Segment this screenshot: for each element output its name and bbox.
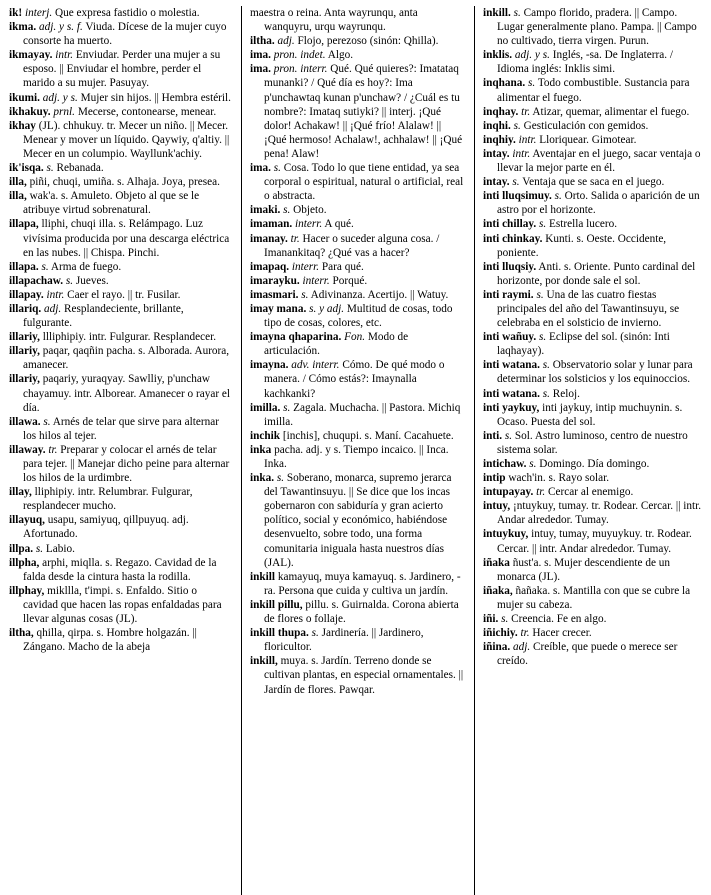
entry-grammar-label: intr. (43, 288, 65, 301)
column-3 (474, 6, 704, 895)
entry-definition: Orto. Salida o aparición de un astro por el horizonte. (497, 190, 700, 217)
entry-grammar-label: s. (509, 176, 520, 189)
entry-grammar-label: s. (539, 387, 550, 400)
entry-definition: llliphipiy. intr. Fulgurar. Resplandecer. (39, 331, 217, 344)
dictionary-entry (9, 105, 233, 119)
dictionary-entry (250, 598, 466, 626)
entry-definition: piñi, chuqi, umiña. s. Alhaja. Joya, presea. (26, 176, 220, 189)
entry-headword: intay. (483, 147, 510, 160)
dictionary-entry (483, 387, 704, 401)
entry-definition: Mujer sin hijos. || Hembra estéril. (77, 91, 231, 104)
dictionary-entry (9, 443, 233, 485)
entry-grammar-label: s. (308, 627, 319, 640)
entry-headword: inti chillay. (483, 218, 537, 231)
dictionary-entry (9, 626, 233, 654)
dictionary-entry (250, 443, 466, 471)
entry-headword: iñichiy. (483, 627, 518, 640)
dictionary-entry (250, 654, 466, 696)
entry-definition: Adivinanza. Acertijo. || Watuy. (308, 288, 449, 301)
entry-grammar-label: adj. y s. f. (36, 21, 83, 34)
entry-headword: ikma. (9, 21, 37, 34)
entry-headword: illariq. (9, 302, 42, 315)
column-2 (241, 6, 474, 895)
entry-headword: imaki. (250, 204, 281, 217)
entry-definition: Arnés de telar que sirve para alternar los hilos al tejer. (23, 415, 219, 442)
entry-grammar-label: interj. (22, 7, 53, 19)
dictionary-entry (9, 344, 233, 372)
entry-definition: A qué. (322, 218, 354, 231)
entry-headword: ikumi. (9, 91, 40, 104)
dictionary-entry (483, 499, 704, 527)
entry-headword: inkill thupa. (250, 627, 309, 640)
entry-headword: ima. (250, 49, 271, 62)
entry-headword: ima. (250, 162, 271, 175)
entry-grammar-label: s. (43, 162, 54, 175)
entry-grammar-label: s. (40, 415, 51, 428)
dictionary-entry (9, 274, 233, 288)
entry-definition: Enviudar. Perder una mujer a su esposo. || Enviudar el hombre, perder el marido a su mujer. Pasuyay. (23, 49, 221, 90)
entry-definition: Gesticulación con gemidos. (520, 119, 649, 132)
entry-grammar-label: interr. (289, 260, 320, 273)
entry-headword: inka (250, 443, 272, 456)
entry-definition: Hacer o suceder alguna cosa. / Imanankitaq? ¿Qué vas a hacer? (264, 232, 440, 259)
entry-headword: illariy, (9, 345, 40, 358)
entry-headword: iltha. (250, 35, 275, 48)
entry-definition: Zagala. Muchacha. || Pastora. Michiq imilla. (264, 401, 461, 428)
dictionary-entry (483, 640, 704, 668)
dictionary-entry (483, 105, 704, 119)
entry-grammar-label: Fon. (341, 331, 366, 344)
entry-grammar-label: s. (38, 260, 49, 273)
entry-definition: Qué. Qué quieres?: Imatataq munanki? / Qué día es hoy?: Ima p'unchawtaq kunan p'unchaw? / ¿Cuál es tu nombre?: Imataq sutiyki? || interj. ¡Qué dolor! Achakaw! || ¡Qué frío! Alalaw! || ¡Qué hermoso! Achalaw!, achhalaw! || ¡Qué pena! Alaw! (264, 63, 463, 160)
entry-definition: ¡ntuykuy, tumay. tr. Rodear. Cercar. || intr. Andar alrededor. Tumay. (497, 500, 702, 527)
entry-grammar-label: s. (280, 204, 291, 217)
entry-definition: Multitud de cosas, todo tipo de cosas, colores, etc. (264, 302, 453, 330)
dictionary-entry (483, 288, 704, 330)
entry-grammar-label: s. (510, 119, 521, 132)
entry-definition: Resplandeciente, brillante, fulgurante. (23, 302, 184, 330)
dictionary-entry (250, 274, 466, 288)
entry-definition: paqariy, yuraqyay. Sawlliy, p'unchaw chayamuy. intr. Alborear. Amanecer o rayar el día. (23, 373, 230, 414)
entry-headword: illpha, (9, 556, 40, 569)
entry-definition: (JL). chhukuy. tr. Mecer un niño. || Mecer. Menear y mover un líquido. Qaywiy, q'altiy. || Mecer en un columpio. Wayllunk'achiy. (23, 119, 230, 160)
dictionary-entry (250, 62, 466, 161)
dictionary-entry (250, 626, 466, 654)
dictionary-entry (483, 189, 704, 217)
entry-grammar-label: intr. (515, 133, 537, 146)
entry-definition: Inglés, -sa. De Inglaterra. / Idioma inglés: Inklis simi. (497, 49, 673, 76)
entry-headword: illpa. (9, 542, 34, 555)
entry-headword: inti watana. (483, 387, 540, 400)
dictionary-entry (9, 217, 233, 259)
entry-grammar-label: s. (539, 359, 550, 372)
dictionary-entry (483, 48, 704, 76)
dictionary-entry (250, 330, 466, 358)
entry-grammar-label: adj. y s. (39, 91, 78, 104)
entry-definition: intuy, tumay, muyuykuy. tr. Rodear. Cercar. || intr. Andar alrededor. Tumay. (497, 528, 692, 555)
entry-definition: muya. s. Jardín. Terreno donde se cultivan plantas, en especial ornamentales. || Jardín de flores. Pawqar. (264, 655, 464, 696)
dictionary-entry (250, 471, 466, 570)
dictionary-entry (9, 330, 233, 344)
entry-grammar-label: s. (536, 331, 547, 344)
dictionary-entry (9, 175, 233, 189)
entry-headword: inkill, (250, 655, 278, 668)
entry-definition: Kunti. s. Oeste. Occidente, poniente. (497, 232, 667, 259)
entry-grammar-label: intr. (509, 147, 531, 160)
entry-definition: pillu. s. Guirnalda. Corona abierta de flores o follaje. (264, 598, 459, 626)
entry-headword: illapay. (9, 288, 44, 301)
dictionary-entry (483, 6, 704, 48)
entry-definition: Caer el rayo. || tr. Fusilar. (64, 288, 181, 301)
entry-grammar-label: s. (498, 613, 509, 626)
dictionary-entry (9, 161, 233, 175)
entry-grammar-label: s. (525, 77, 536, 90)
entry-definition: Domingo. Día domingo. (536, 458, 650, 470)
entry-headword: inti wañuy. (483, 331, 537, 344)
entry-definition: paqar, qaqñin pacha. s. Alborada. Aurora, amanecer. (23, 345, 230, 372)
entry-headword: imasmari. (250, 288, 299, 301)
entry-headword: illayuq, (9, 514, 45, 527)
entry-headword: illawa. (9, 415, 41, 428)
entry-definition: Cómo. De qué modo o manera. / Cómo estás?: Imaynalla kachkanki? (264, 359, 445, 400)
entry-definition: Rebanada. (53, 162, 104, 175)
entry-headword: intuykuy, (483, 528, 529, 541)
entry-grammar-label: s. (280, 401, 291, 414)
entry-grammar-label: s. (551, 190, 562, 203)
dictionary-entry (9, 48, 233, 90)
entry-definition: Viuda. Dícese de la mujer cuyo consorte ha muerto. (23, 21, 227, 48)
entry-grammar-label: s. (536, 218, 547, 231)
entry-headword: inti lluqsiy. (483, 260, 537, 273)
entry-grammar-label: prnl. (50, 105, 75, 118)
entry-definition: Ventaja que se saca en el juego. (519, 176, 665, 189)
dictionary-entry (9, 119, 233, 161)
entry-definition: Reloj. (549, 387, 580, 400)
dictionary-entry (250, 260, 466, 274)
entry-grammar-label: s. (274, 472, 285, 485)
dictionary-entry (250, 232, 466, 260)
dictionary-entry (483, 175, 704, 189)
entry-grammar-label: adv. interr. (288, 359, 340, 372)
dictionary-entry (250, 48, 466, 62)
dictionary-entry (250, 203, 466, 217)
entry-grammar-label: adj. y s. (512, 49, 550, 62)
entry-definition: maestra o reina. Anta wayrunqu, anta wanquyru, urqu wayrunqu. (250, 7, 418, 34)
entry-definition: Modo de articulación. (264, 331, 409, 358)
entry-headword: inqhiy. (483, 133, 516, 146)
dictionary-entry (9, 302, 233, 330)
entry-definition: mikllla, t'impi. s. Enfaldo. Sitio o cavidad que hacen las ropas enfaldadas para llevar algunas cosas (JL). (23, 584, 222, 626)
entry-definition: wak'a. s. Amuleto. Objeto al que se le atribuye virtud sobrenatural. (23, 190, 200, 217)
entry-definition: Estrella lucero. (546, 218, 618, 231)
entry-headword: inkill. (483, 7, 511, 19)
entry-definition: kamayuq, muya kamayuq. s. Jardinero, -ra. Persona que cuida y cultiva un jardín. (264, 570, 461, 597)
entry-headword: inti lluqsimuy. (483, 190, 552, 203)
entry-definition: Jueves. (73, 274, 109, 287)
entry-headword: ikmayay. (9, 49, 53, 62)
entry-definition: Arma de fuego. (48, 260, 122, 273)
entry-headword: illariy, (9, 373, 40, 386)
entry-headword: illariy, (9, 331, 40, 344)
dictionary-entry (9, 288, 233, 302)
dictionary-entry (483, 626, 704, 640)
entry-definition: Anti. s. Oriente. Punto cardinal del horizonte, por donde sale el sol. (497, 260, 696, 287)
dictionary-entry (483, 527, 704, 555)
entry-definition: Flojo, perezoso (sinón: Qhilla). (294, 35, 439, 48)
dictionary-entry (9, 542, 233, 556)
entry-headword: imayna. (250, 359, 289, 372)
entry-definition: [inchis], chuqupi. s. Maní. Cacahuete. (280, 429, 454, 442)
entry-headword: illphay, (9, 584, 45, 597)
entry-headword: ikhakuy. (9, 105, 51, 118)
entry-headword: ikhay (9, 119, 36, 132)
dictionary-entry (250, 302, 466, 330)
dictionary-entry (483, 76, 704, 104)
entry-headword: inka. (250, 472, 275, 485)
entry-definition: Preparar y colocar el arnés de telar para tejer. || Manejar dicho peine para alternar los hilos de la urdimbre. (23, 443, 230, 485)
entry-definition: Aventajar en el juego, sacar ventaja o llevar la mejor parte en él. (497, 147, 701, 175)
entry-definition: Jardinería. || Jardinero, floricultor. (264, 627, 424, 654)
dictionary-entry (250, 6, 466, 34)
entry-definition: Creencia. Fe en algo. (508, 613, 607, 626)
entry-definition: pacha. adj. y s. Tiempo incaico. || Inca. Inka. (264, 443, 449, 470)
entry-definition: Hacer crecer. (529, 627, 592, 640)
dictionary-entry (483, 401, 704, 429)
entry-headword: inkill (250, 570, 276, 583)
entry-headword: imayna qhaparina. (250, 331, 342, 344)
dictionary-entry (250, 358, 466, 400)
entry-headword: imapaq. (250, 260, 290, 273)
entry-headword: iñaka (483, 556, 510, 569)
entry-grammar-label: tr. (533, 486, 546, 499)
entry-headword: illapa, (9, 218, 39, 231)
entry-headword: illapachaw. (9, 274, 64, 287)
entry-definition: ñust'a. s. Mujer descendiente de un monarca (JL). (497, 556, 670, 583)
dictionary-entry (483, 133, 704, 147)
entry-grammar-label: tr. (517, 627, 530, 640)
entry-headword: intip (483, 472, 506, 485)
entry-definition: Todo combustible. Sustancia para alimentar el fuego. (497, 77, 690, 104)
entry-definition: Sol. Astro luminoso, centro de nuestro sistema solar. (497, 429, 688, 456)
entry-headword: ik! (9, 7, 23, 19)
dictionary-entry (9, 6, 233, 20)
entry-definition: Cercar al enemigo. (545, 486, 634, 499)
entry-headword: illaway. (9, 443, 46, 456)
dictionary-entry (9, 584, 233, 626)
entry-headword: imanay. (250, 232, 288, 245)
dictionary-entry (250, 34, 466, 48)
entry-headword: intichaw. (483, 458, 527, 470)
entry-grammar-label: s. (533, 288, 544, 301)
entry-grammar-label: s. (510, 7, 521, 19)
entry-definition: Soberano, monarca, supremo jerarca del Tawantinsuyu. || Se dice que los incas gobernaron con sabiduría y gran acierto político, social y económico, habiéndose desenvuelto, sobre todo, una forma comunitaria iniguala hasta nuestros días (JAL). (264, 472, 452, 569)
entry-grammar-label: s. y adj. (306, 302, 345, 315)
dictionary-entry (483, 612, 704, 626)
dictionary-entry (9, 485, 233, 513)
entry-grammar-label: tr. (518, 105, 531, 118)
entry-definition: Lloriquear. Gimotear. (536, 133, 637, 146)
entry-headword: inti raymi. (483, 288, 534, 301)
dictionary-entry (9, 372, 233, 414)
entry-grammar-label: s. (502, 429, 513, 442)
entry-definition: Para qué. (319, 260, 364, 273)
entry-headword: inklis. (483, 49, 513, 62)
entry-grammar-label: interr. (299, 274, 330, 287)
entry-headword: inti. (483, 429, 503, 442)
entry-definition: Eclipse del sol. (sinón: Inti laqhayay). (497, 331, 670, 358)
dictionary-entry (250, 217, 466, 231)
entry-headword: imay mana. (250, 302, 307, 315)
entry-definition: Que expresa fastidio o molestia. (52, 7, 200, 19)
entry-headword: ima. (250, 63, 271, 76)
entry-headword: iñaka, (483, 584, 513, 597)
dictionary-entry (483, 485, 704, 499)
entry-grammar-label: s. (63, 274, 74, 287)
entry-definition: Labio. (43, 542, 75, 555)
entry-headword: intuy, (483, 500, 511, 513)
entry-definition: Creíble, que puede o merece ser creído. (497, 641, 678, 668)
entry-headword: imaman. (250, 218, 293, 231)
entry-grammar-label: pron. indet. (270, 49, 326, 62)
dictionary-entry (483, 232, 704, 260)
entry-definition: ñañaka. s. Mantilla con que se cubre la mujer su cabeza. (497, 584, 691, 611)
entry-definition: Observatorio solar y lunar para determinar los solsticios y los equinoccios. (497, 359, 693, 386)
entry-headword: illapa. (9, 260, 39, 273)
entry-headword: iñina. (483, 641, 511, 654)
entry-definition: qhilla, qirpa. s. Hombre holgazán. || Zángano. Macho de la abeja (23, 627, 197, 654)
entry-headword: illa, (9, 190, 27, 203)
dictionary-entry (250, 429, 466, 443)
entry-grammar-label: adj. (274, 35, 295, 48)
entry-grammar-label: interr. (292, 218, 323, 231)
entry-grammar-label: s. (298, 288, 309, 301)
entry-definition: Campo florido, pradera. || Campo. Lugar generalmente plano. Pampa. || Campo no cultivado, tierra virgen. Purun. (497, 7, 697, 48)
entry-headword: illay, (9, 486, 32, 499)
dictionary-entry (250, 401, 466, 429)
entry-definition: Algo. (325, 49, 354, 62)
dictionary-entry (483, 119, 704, 133)
dictionary-entry (250, 570, 466, 598)
dictionary-entry (250, 161, 466, 203)
entry-headword: intay. (483, 176, 510, 189)
entry-headword: ik'isqa. (9, 162, 44, 175)
entry-headword: inqhay. (483, 105, 519, 118)
entry-headword: inti yaykuy, (483, 401, 540, 414)
entry-headword: inchik (250, 429, 281, 442)
dictionary-entry (9, 20, 233, 48)
entry-headword: inqhi. (483, 119, 511, 132)
dictionary-entry (483, 457, 704, 471)
entry-definition: arphi, miqlla. s. Regazo. Cavidad de la falda desde la cintura hasta la rodilla. (23, 556, 217, 583)
dictionary-entry (483, 429, 704, 457)
entry-headword: inqhana. (483, 77, 526, 90)
entry-headword: inti watana. (483, 359, 540, 372)
entry-definition: lliphipiy. intr. Relumbrar. Fulgurar, resplandecer mucho. (23, 486, 193, 513)
entry-grammar-label: pron. interr. (270, 63, 328, 76)
dictionary-entry (9, 556, 233, 584)
entry-headword: iltha, (9, 627, 34, 640)
dictionary-entry (9, 415, 233, 443)
entry-definition: Mecerse, contonearse, menear. (75, 105, 217, 118)
entry-definition: Una de las cuatro fiestas principales del año del Tawantinsuyu, se celebraba en el solsticio de invierno. (497, 288, 680, 330)
column-1 (9, 6, 241, 895)
dictionary-entry (483, 556, 704, 584)
entry-definition: usapu, samiyuq, qillpuyuq. adj. Afortunado. (23, 514, 189, 541)
dictionary-entry (483, 217, 704, 231)
dictionary-entry (483, 584, 704, 612)
dictionary-entry (250, 288, 466, 302)
entry-definition: Objeto. (290, 204, 327, 217)
entry-grammar-label: tr. (45, 443, 58, 456)
entry-definition: Porqué. (329, 274, 368, 287)
entry-grammar-label: s. (270, 162, 281, 175)
entry-definition: lliphi, chuqi illa. s. Relámpago. Luz vivísima producida por una descarga eléctrica en las nubes. || Chispa. Pinchi. (23, 218, 230, 259)
entry-grammar-label: s. (33, 542, 44, 555)
entry-grammar-label: adj. (41, 302, 62, 315)
entry-grammar-label: adj. (510, 641, 531, 654)
entry-headword: iñi. (483, 613, 499, 626)
dictionary-entry (9, 91, 233, 105)
dictionary-entry (483, 330, 704, 358)
entry-definition: Cosa. Todo lo que tiene entidad, ya sea corporal o espiritual, natural o artificial, real o abstracta. (264, 162, 464, 203)
entry-definition: Atizar, quemar, alimentar el fuego. (530, 105, 690, 118)
entry-headword: illa, (9, 176, 27, 189)
dictionary-entry (9, 513, 233, 541)
entry-headword: inkill pillu, (250, 598, 303, 611)
entry-grammar-label: intr. (52, 49, 74, 62)
dictionary-entry (483, 260, 704, 288)
entry-headword: inti chinkay. (483, 232, 543, 245)
dictionary-entry (483, 471, 704, 485)
entry-headword: imilla. (250, 401, 281, 414)
dictionary-entry (483, 147, 704, 175)
dictionary-entry (483, 358, 704, 386)
entry-definition: wach'in. s. Rayo solar. (505, 472, 610, 485)
entry-grammar-label: tr. (287, 232, 300, 245)
dictionary-entry (9, 189, 233, 217)
dictionary-entry (9, 260, 233, 274)
entry-definition: inti jaykuy, intip muchuynin. s. Ocaso. Puesta del sol. (497, 401, 683, 428)
entry-grammar-label: s. (526, 458, 537, 470)
entry-headword: imarayku. (250, 274, 300, 287)
entry-headword: intupayay. (483, 486, 534, 499)
